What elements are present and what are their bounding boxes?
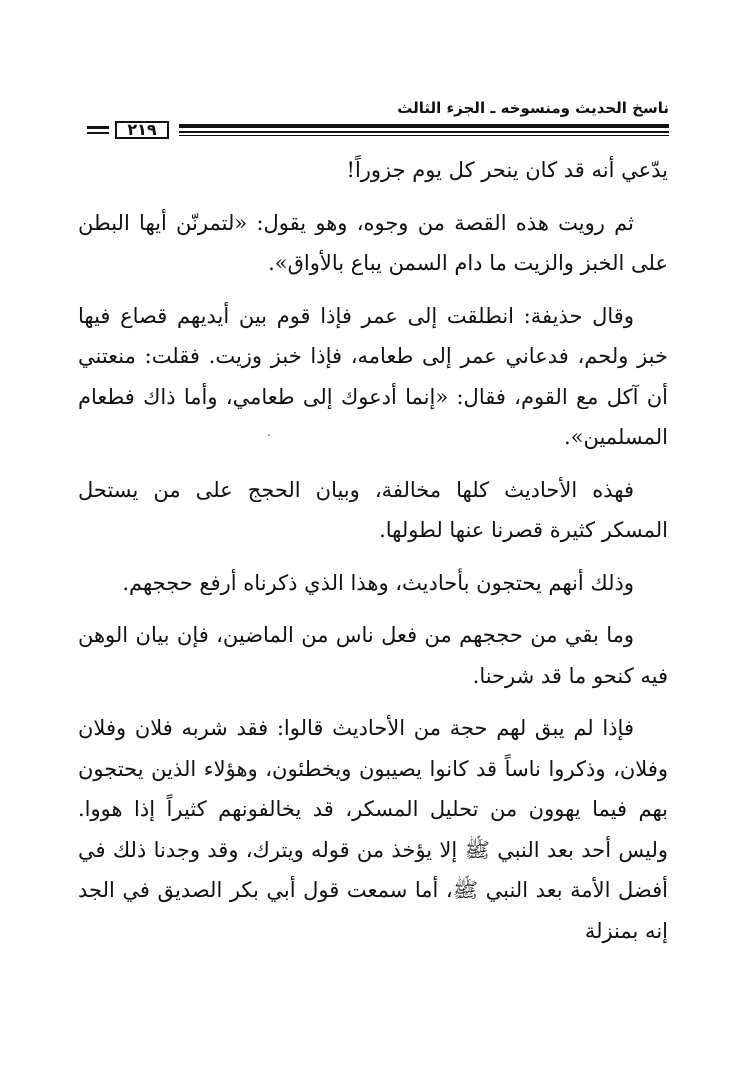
- running-title: ناسخ الحديث ومنسوخه ـ الجزء الثالث: [397, 99, 669, 117]
- ornament-dash: [87, 132, 109, 134]
- ornament-dash: [87, 126, 109, 129]
- header-rule: [87, 121, 669, 141]
- rule-line-thin: [179, 131, 669, 133]
- paragraph: فإذا لم يبق لهم حجة من الأحاديث قالوا: فقد شربه فلان وفلان وفلان، وذكروا ناساً قد كانوا يصيبون ويخطئون، وهؤلاء الذين يحتجون بهم فيما يهوون من تحليل المسكر، قد يخالفونهم كثيراً إذا هووا. وليس أحد بعد النبي ﷺ إلا يؤخذ من قوله ويترك، وقد وجدنا ذلك في أفضل الأمة بعد النبي ﷺ، أما سمعت قول أبي بكر الصديق في الجد إنه بمنزلة: [78, 716, 668, 943]
- paragraph: يدّعي أنه قد كان ينحر كل يوم جزوراً!: [346, 158, 668, 182]
- paragraph: وذلك أنهم يحتجون بأحاديث، وهذا الذي ذكرناه أرفع حججهم.: [122, 570, 634, 595]
- body-text: [78, 150, 668, 963]
- rule-line-thick: [179, 124, 669, 128]
- print-speck: [268, 434, 270, 436]
- paragraph: ثم رويت هذه القصة من وجوه، وهو يقول: «لتمرنّن أيها البطن على الخبز والزيت ما دام السمن يباع بالأواق».: [78, 210, 668, 275]
- paragraph: وقال حذيفة: انطلقت إلى عمر فإذا قوم بين أيديهم قصاع فيها خبز ولحم، فدعاني عمر إلى طعامه، فإذا خبز وزيت. فقلت: منعتني أن آكل مع القوم، فقال: «إنما أدعوك إلى طعامي، وأما ذاك فطعام المسلمين».: [78, 303, 668, 449]
- paragraph: وما بقي من حججهم من فعل ناس من الماضين، فإن بيان الوهن فيه كنحو ما قد شرحنا.: [78, 623, 668, 688]
- paragraph: فهذه الأحاديث كلها مخالفة، وبيان الحجج على من يستحل المسكر كثيرة قصرنا عنها لطولها.: [78, 477, 668, 542]
- rule-line-thin: [179, 135, 669, 136]
- page-number: ٢١٩: [115, 121, 169, 139]
